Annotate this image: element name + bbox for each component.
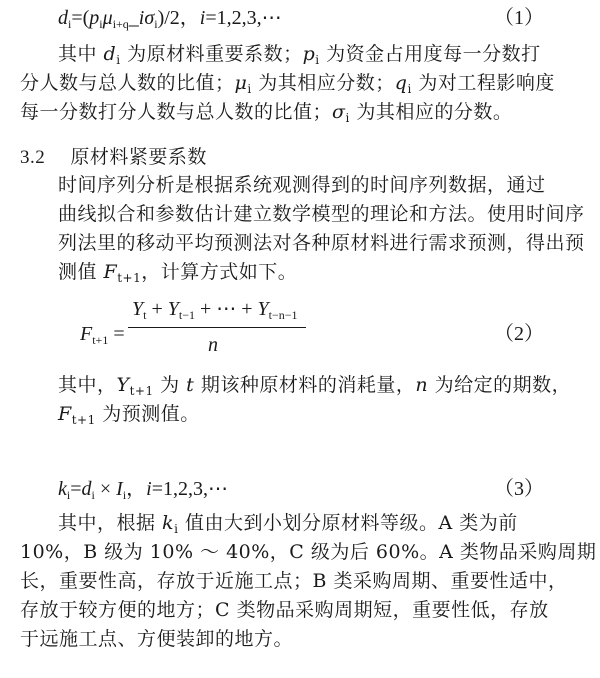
section-number: 3.2 [20,147,46,168]
paragraph-2-line-3: 列法里的移动平均预测法对各种原材料进行需求预测，得出预 [58,232,585,254]
paragraph-4-line-4: 存放于较方便的地方；C 类物品采购周期短，重要性低，存放 [20,599,549,621]
paragraph-4-line-5: 于远施工点、方便装卸的地方。 [20,628,294,650]
section-title: 原材料紧要系数 [70,146,207,168]
equation-1 [58,6,282,30]
equation-3-number: （3） [494,478,544,500]
equation-3-text: $k_i=d_i \times I_i$，i=1,2,3,⋯ [58,478,228,502]
equation-1-text: $d_i=(p_i\mu_{i+q}\_i\sigma_i)/2$，i=1,2,3,⋯ [58,7,282,31]
paragraph-4-line-2: 10%，B 级为 10% ～ 40%，C 级为后 60%。A 类物品采购周期 [20,541,597,563]
equation-2-number: （2） [494,323,544,345]
paragraph-1-line-2: 分人数与总人数的比值；$\mu_i$ 为其相应分数；$q_i$ 为对工程影响度 [20,72,555,96]
equation-2-fraction [128,296,308,366]
paragraph-4-line-1: 其中，根据 $k_i$ 值由大到小划分原材料等级。A 类为前 [58,512,518,536]
equation-2-numerator: $Y_t + Y_{t-1}$ + ⋯ + $Y_{t-n-1}$ [132,298,298,322]
paragraph-1-line-3: 每一分数打分人数与总人数的比值；$\sigma_i$ 为其相应的分数。 [20,101,513,125]
paragraph-2-line-1: 时间序列分析是根据系统观测得到的时间序列数据，通过 [58,174,546,196]
paragraph-3-line-1: 其中，$Y_{t+1}$ 为 t 期该种原材料的消耗量，n 为给定的期数， [58,374,572,398]
paragraph-2-line-4: 测值 $F_{t+1}$，计算方式如下。 [58,261,298,285]
equation-2-denominator: n [208,334,218,356]
paragraph-3-line-2: $F_{t+1}$ 为预测值。 [58,403,200,427]
paragraph-1-line-1: 其中 $d_i$ 为原材料重要系数；$p_i$ 为资金占用度每一分数打 [58,43,541,67]
equation-1-number: （1） [494,7,544,29]
fraction-bar [128,327,306,328]
paragraph-4-line-3: 长，重要性高，存放于近施工点；B 类采购周期、重要性适中， [20,570,568,592]
equation-2-lhs: $F_{t+1}$ = [80,323,125,347]
paragraph-2-line-2: 曲线拟合和参数估计建立数学模型的理论和方法。使用时间序 [58,203,585,225]
section-heading [20,145,207,170]
equation-3 [58,477,228,501]
